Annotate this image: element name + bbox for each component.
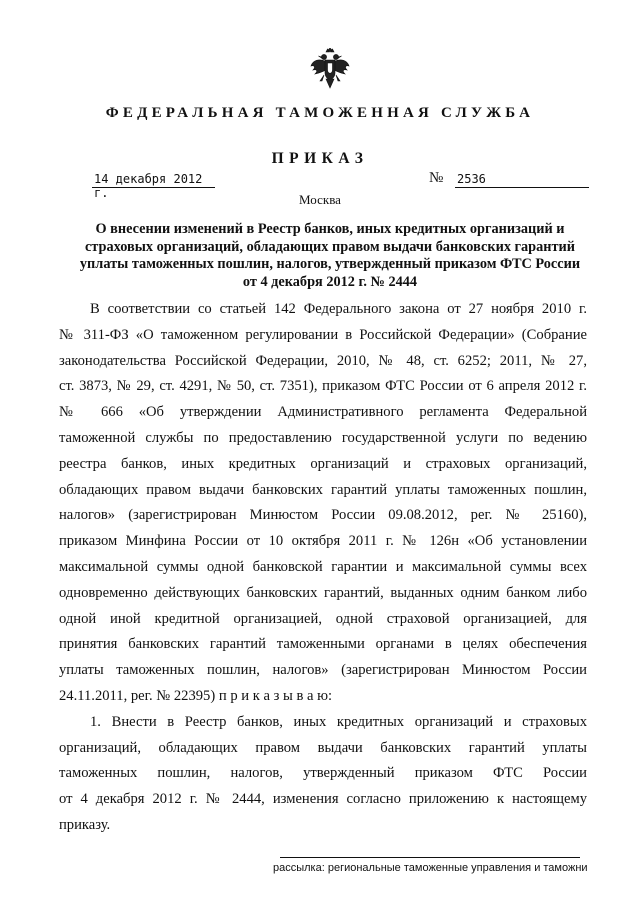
footer-divider (280, 857, 580, 858)
body-line: таможенных пошлин, налогов, утвержденный приказом ФТС России (59, 765, 587, 782)
body-line: законодательства Российской Федерации, 2010, № 48, ст. 6252; 2011, № 27, (59, 352, 587, 369)
order-number: 2536 (455, 172, 589, 188)
title-line: О внесении изменений в Реестр банков, иных кредитных организаций и (95, 221, 565, 237)
document-type: ПРИКАЗ (271, 150, 369, 167)
body-line: 24.11.2011, рег. № 22395) п р и к а з ы в а ю: (59, 687, 333, 704)
body-line: одновременно действующих банковских гарантий, выданных одним банком либо (59, 584, 587, 601)
body-line: приказом Минфина России от 10 октября 2011 г. № 126н «Об установлении (59, 533, 587, 550)
city: Москва (299, 192, 341, 207)
order-date: 14 декабря 2012 г. (92, 172, 215, 188)
body-line: приказу. (59, 816, 111, 833)
title-line: страховых организаций, обладающих правом выдачи банковских гарантий (84, 238, 576, 255)
order-body (59, 297, 587, 839)
body-line: принятия банковских гарантий таможенными органами в целях обеспечения (59, 636, 587, 653)
title-line: от 4 декабря 2012 г. № 2444 (242, 273, 418, 290)
body-line: № 666 «Об утверждении Административного регламента Федеральной (59, 404, 587, 421)
title-line: уплаты таможенных пошлин, налогов, утвержденный приказом ФТС России (79, 256, 581, 272)
double-headed-eagle-emblem (309, 48, 351, 90)
body-line: обладающих правом выдачи банковских гарантий уплаты таможенных пошлин, (59, 481, 587, 498)
body-line: от 4 декабря 2012 г. № 2444, изменения согласно приложению к настоящему (59, 791, 587, 808)
body-line: одной иной кредитной организацией, одной страховой организацией, для (59, 610, 587, 627)
body-line: организаций, обладающих правом выдачи банковских гарантий уплаты (59, 739, 587, 756)
distribution-note: рассылка: региональные таможенные управления и таможни (273, 862, 588, 874)
body-line: ст. 3873, № 29, ст. 4291, № 50, ст. 7351), приказом ФТС России от 6 апреля 2012 г. (59, 378, 587, 395)
agency-name: ФЕДЕРАЛЬНАЯ ТАМОЖЕННАЯ СЛУЖБА (105, 105, 535, 121)
body-line: налогов» (зарегистрирован Минюстом России 09.08.2012, рег. № 25160), (59, 507, 587, 524)
body-line: В соответствии со статьей 142 Федерального закона от 27 ноября 2010 г. (90, 301, 587, 317)
body-line: 1. Внести в Реестр банков, иных кредитных организаций и страховых (90, 713, 587, 730)
body-line: таможенной службы по предоставлению государственной услуги по ведению (59, 429, 587, 446)
number-sign: № (429, 170, 444, 186)
body-line: реестра банков, иных кредитных организаций и страховых организаций, (59, 455, 587, 472)
order-title (60, 221, 600, 291)
body-line: максимальной суммы одной банковской гарантии и максимальной суммы всех (59, 558, 587, 575)
body-line: № 311-ФЗ «О таможенном регулировании в Российской Федерации» (Собрание (59, 326, 587, 343)
body-line: уплаты таможенных пошлин, налогов» (зарегистрирован Минюстом России (59, 662, 587, 679)
